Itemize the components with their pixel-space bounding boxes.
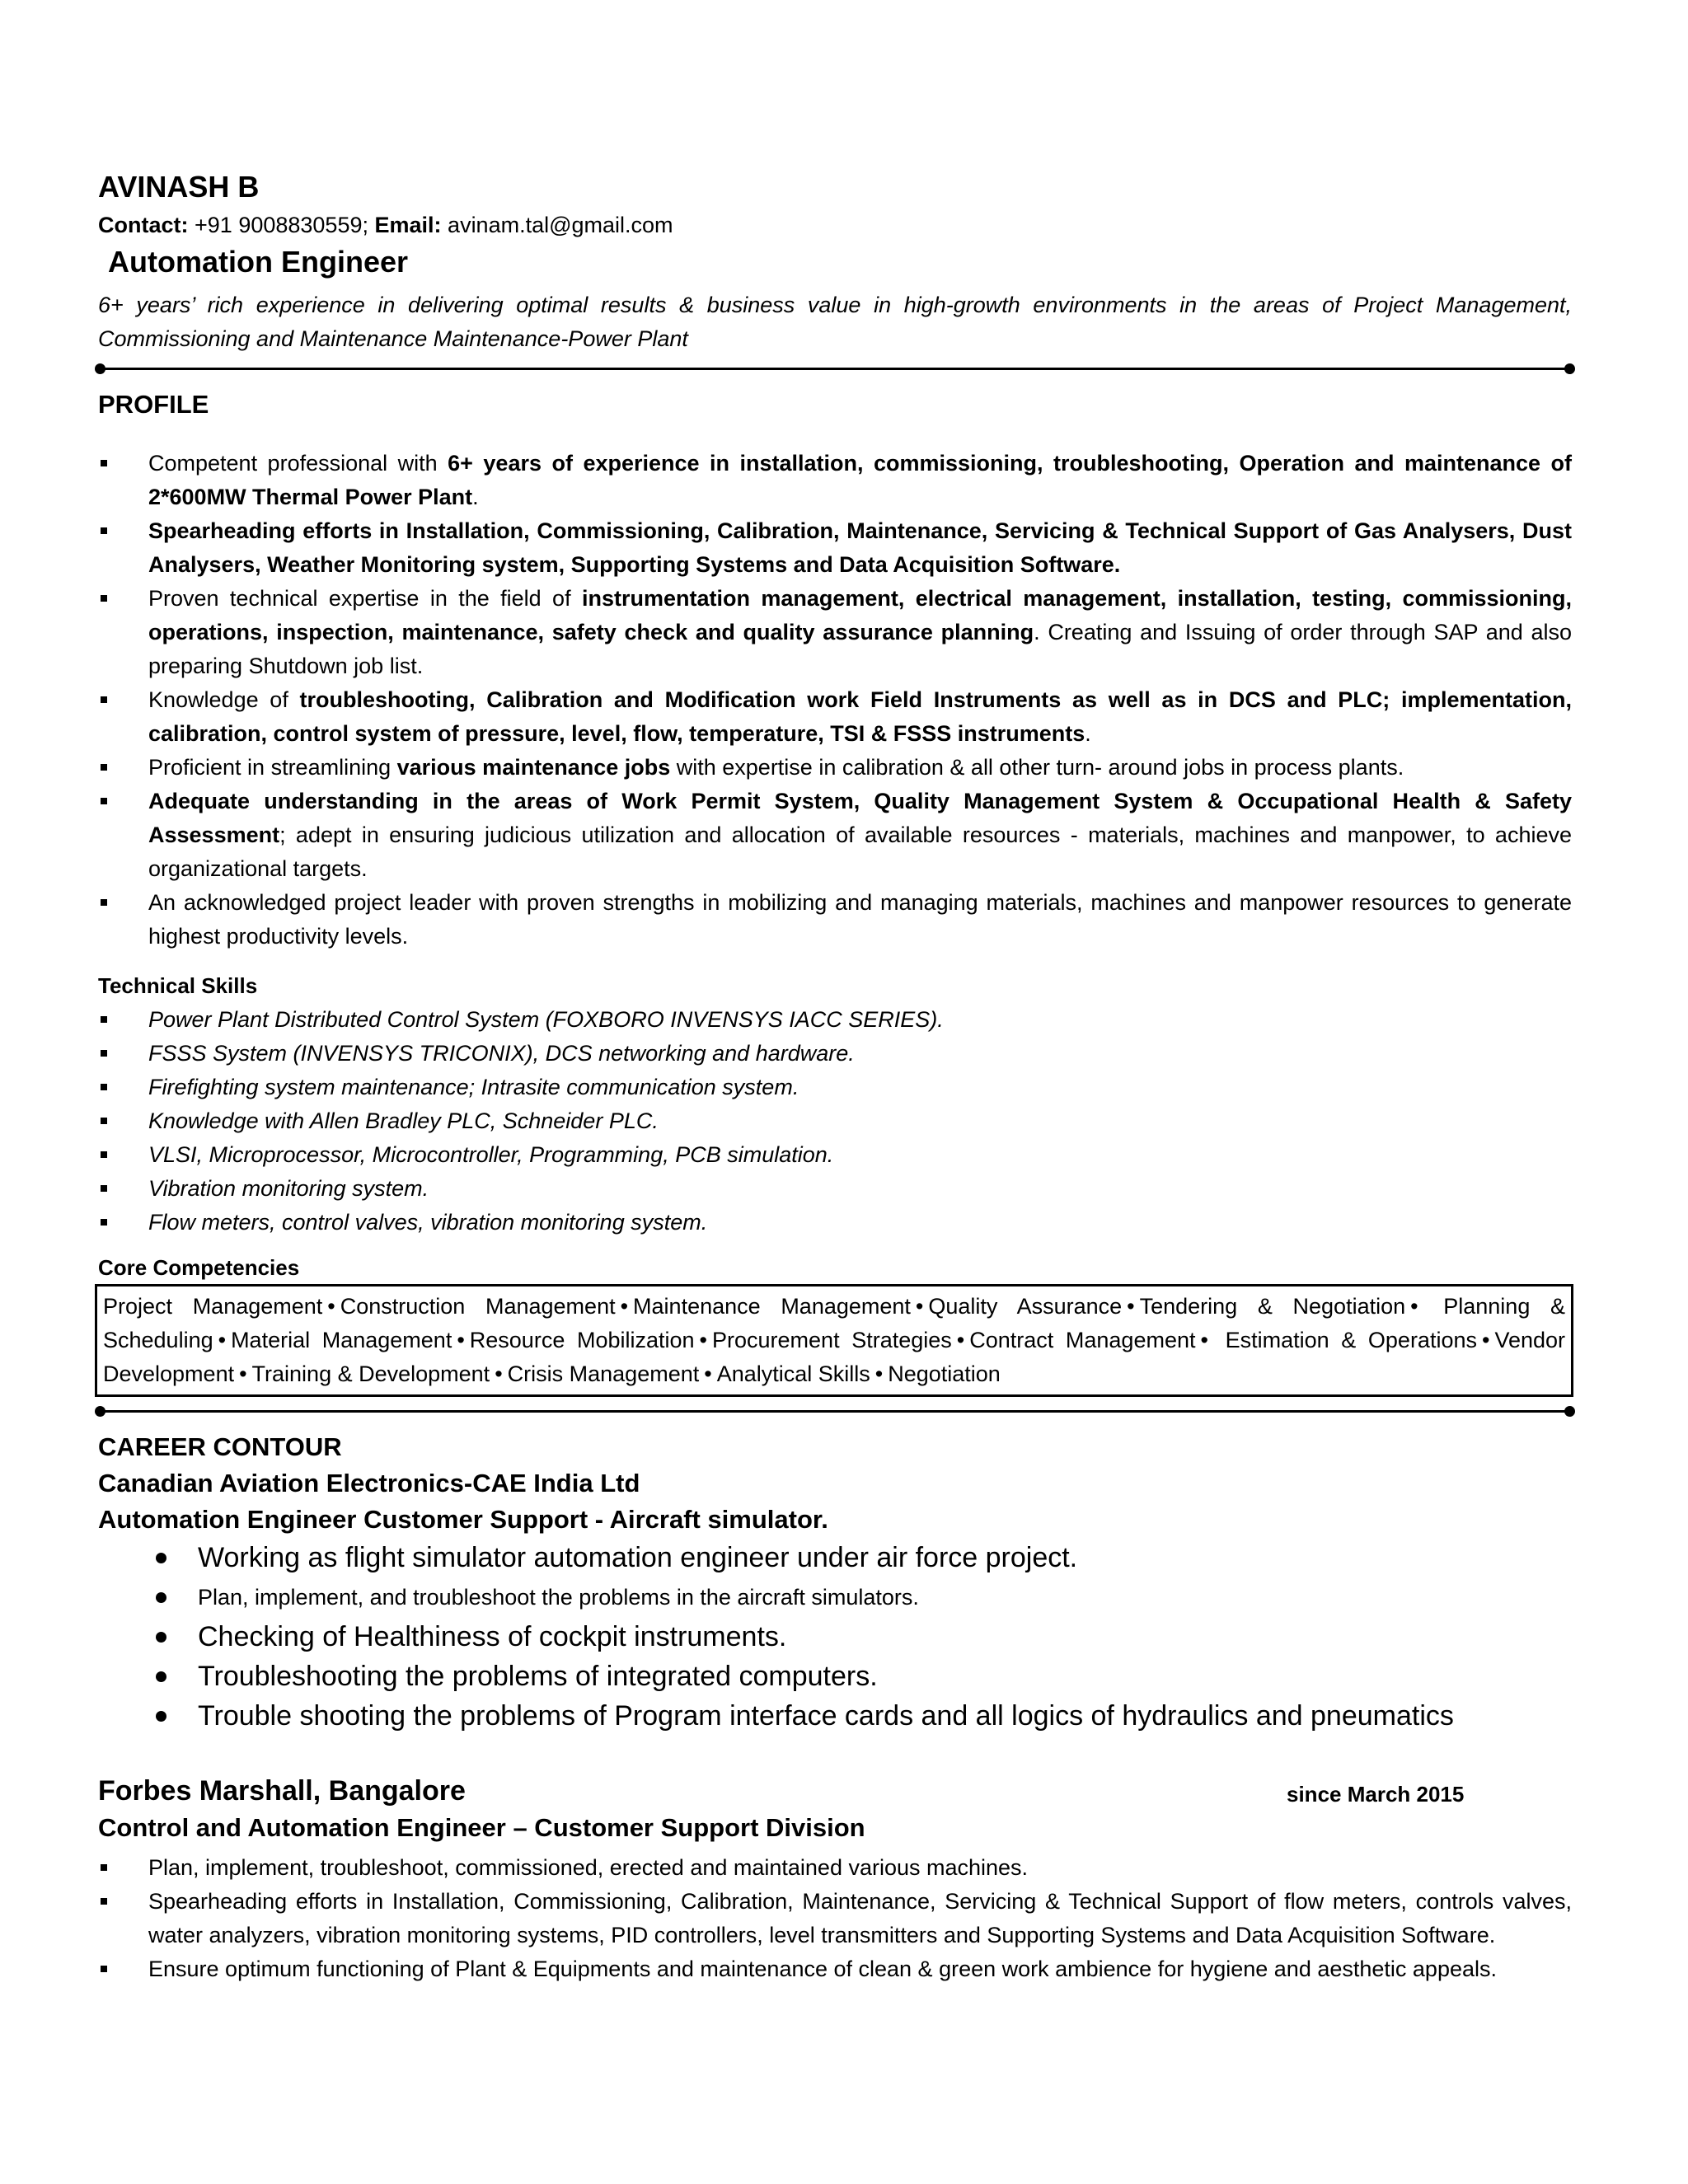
candidate-name: AVINASH B (98, 170, 260, 204)
role-title: Automation Engineer Customer Support - Aircraft simulator. (98, 1505, 828, 1534)
job-title: Automation Engineer (108, 245, 409, 279)
profile-heading: PROFILE (98, 390, 209, 419)
competency-item: Crisis Management (507, 1361, 700, 1386)
list-item: Flow meters, control valves, vibration monitoring system. (98, 1206, 1572, 1240)
competency-item: Construction Management (340, 1294, 616, 1319)
list-item: Plan, implement, troubleshoot, commissioned, erected and maintained various machines. (98, 1851, 1572, 1885)
profile-list (98, 447, 1572, 954)
core-competencies-heading: Core Competencies (98, 1255, 300, 1280)
company-name: Forbes Marshall, Bangalore (98, 1775, 466, 1807)
list-item: Ensure optimum functioning of Plant & Equipments and maintenance of clean & green work ambience for hygiene and aesthetic appeals. (98, 1952, 1572, 1986)
contact-line (98, 213, 673, 238)
competency-item: Analytical Skills (716, 1361, 870, 1386)
role-title: Control and Automation Engineer – Customer Support Division (98, 1813, 865, 1842)
list-item: Spearheading efforts in Installation, Commissioning, Calibration, Maintenance, Servicing & Technical Support of flow meters, controls valves, water analyzers, vibration monitoring systems, PID controllers, level transmitters and Supporting Systems and Data Acquisition Software. (98, 1885, 1572, 1952)
divider (98, 1410, 1572, 1413)
competency-item: Project Management (103, 1294, 323, 1319)
competency-item: Training & Development (251, 1361, 490, 1386)
competency-item: Vendor Development (103, 1328, 1566, 1386)
career-heading: CAREER CONTOUR (98, 1432, 342, 1461)
competency-item: Material Management (231, 1328, 452, 1352)
job2-duties-list (98, 1851, 1572, 1986)
competency-item: Resource Mobilization (469, 1328, 695, 1352)
list-item: FSSS System (INVENSYS TRICONIX), DCS networking and hardware. (98, 1037, 1572, 1071)
email-address: avinam.tal@gmail.com (448, 213, 673, 237)
company-name: Canadian Aviation Electronics-CAE India Ltd (98, 1469, 640, 1497)
email-label: Email: (374, 213, 442, 237)
competency-item: Planning & Scheduling (103, 1294, 1566, 1352)
list-item: Working as flight simulator automation engineer under air force project. (98, 1538, 1572, 1577)
contact-label: Contact: (98, 213, 189, 237)
competency-item: Tendering & Negotiation (1139, 1294, 1406, 1319)
list-item: Knowledge of troubleshooting, Calibration and Modification work Field Instruments as well as in DCS and PLC; implementation, calibration, control system of pressure, level, flow, temperature, TSI & FSSS instruments. (98, 683, 1572, 751)
divider (98, 368, 1572, 370)
list-item: An acknowledged project leader with proven strengths in mobilizing and managing materials, machines and manpower resources to generate highest productivity levels. (98, 886, 1572, 954)
list-item: Adequate understanding in the areas of Work Permit System, Quality Management System & Occupational Health & Safety Assessment; adept in ensuring judicious utilization and allocation of available resources - materials, machines and manpower, to achieve organizational targets. (98, 785, 1572, 886)
technical-skills-list (98, 1003, 1572, 1240)
list-item: Vibration monitoring system. (98, 1172, 1572, 1206)
list-item: Troubleshooting the problems of integrated computers. (98, 1657, 1572, 1696)
core-competencies-box: Project Management • Construction Management • Maintenance Management • Quality Assurance • Tendering & Negotiation • Planning & Scheduling • Material Management • Resource Mobilization • Procurement Strategies • Contract Management • Estimation & Operations • Vendor Development • Training & Development • Crisis Management • Analytical Skills • Negotiation (95, 1284, 1573, 1397)
competency-item: Estimation & Operations (1225, 1328, 1477, 1352)
competency-item: Quality Assurance (928, 1294, 1123, 1319)
competency-item: Maintenance Management (633, 1294, 911, 1319)
list-item: Plan, implement, and troubleshoot the problems in the aircraft simulators. (98, 1577, 1572, 1617)
list-item: Proven technical expertise in the field of instrumentation management, electrical management, installation, testing, commissioning, operations, inspection, maintenance, safety check and quality assurance planning. Creating and Issuing of order through SAP and also preparing Shutdown job list. (98, 582, 1572, 683)
list-item: Knowledge with Allen Bradley PLC, Schneider PLC. (98, 1104, 1572, 1138)
technical-skills-heading: Technical Skills (98, 973, 258, 998)
competency-item: Procurement Strategies (712, 1328, 952, 1352)
summary-text: 6+ years’ rich experience in delivering optimal results & business value in high-growth environments in the areas of Project Management, Commissioning and Maintenance Maintenance-Power Plant (98, 293, 1572, 351)
phone-number: +91 9008830559; (195, 213, 368, 237)
list-item: Firefighting system maintenance; Intrasite communication system. (98, 1071, 1572, 1104)
list-item: Proficient in streamlining various maintenance jobs with expertise in calibration & all other turn- around jobs in process plants. (98, 751, 1572, 785)
competency-item: Contract Management (969, 1328, 1196, 1352)
list-item: Power Plant Distributed Control System (FOXBORO INVENSYS IACC SERIES). (98, 1003, 1572, 1037)
job1-duties-list (98, 1538, 1572, 1736)
competency-item: Negotiation (888, 1361, 1001, 1386)
list-item: VLSI, Microprocessor, Microcontroller, Programming, PCB simulation. (98, 1138, 1572, 1172)
list-item: Trouble shooting the problems of Program interface cards and all logics of hydraulics and pneumatics (98, 1696, 1572, 1736)
list-item: Spearheading efforts in Installation, Commissioning, Calibration, Maintenance, Servicing & Technical Support of Gas Analysers, Dust Analysers, Weather Monitoring system, Supporting Systems and Data Acquisition Software. (98, 514, 1572, 582)
list-item: Competent professional with 6+ years of experience in installation, commissioning, troubleshooting, Operation and maintenance of 2*600MW Thermal Power Plant. (98, 447, 1572, 514)
employment-dates: since March 2015 (1287, 1782, 1465, 1807)
list-item: Checking of Healthiness of cockpit instruments. (98, 1617, 1572, 1657)
